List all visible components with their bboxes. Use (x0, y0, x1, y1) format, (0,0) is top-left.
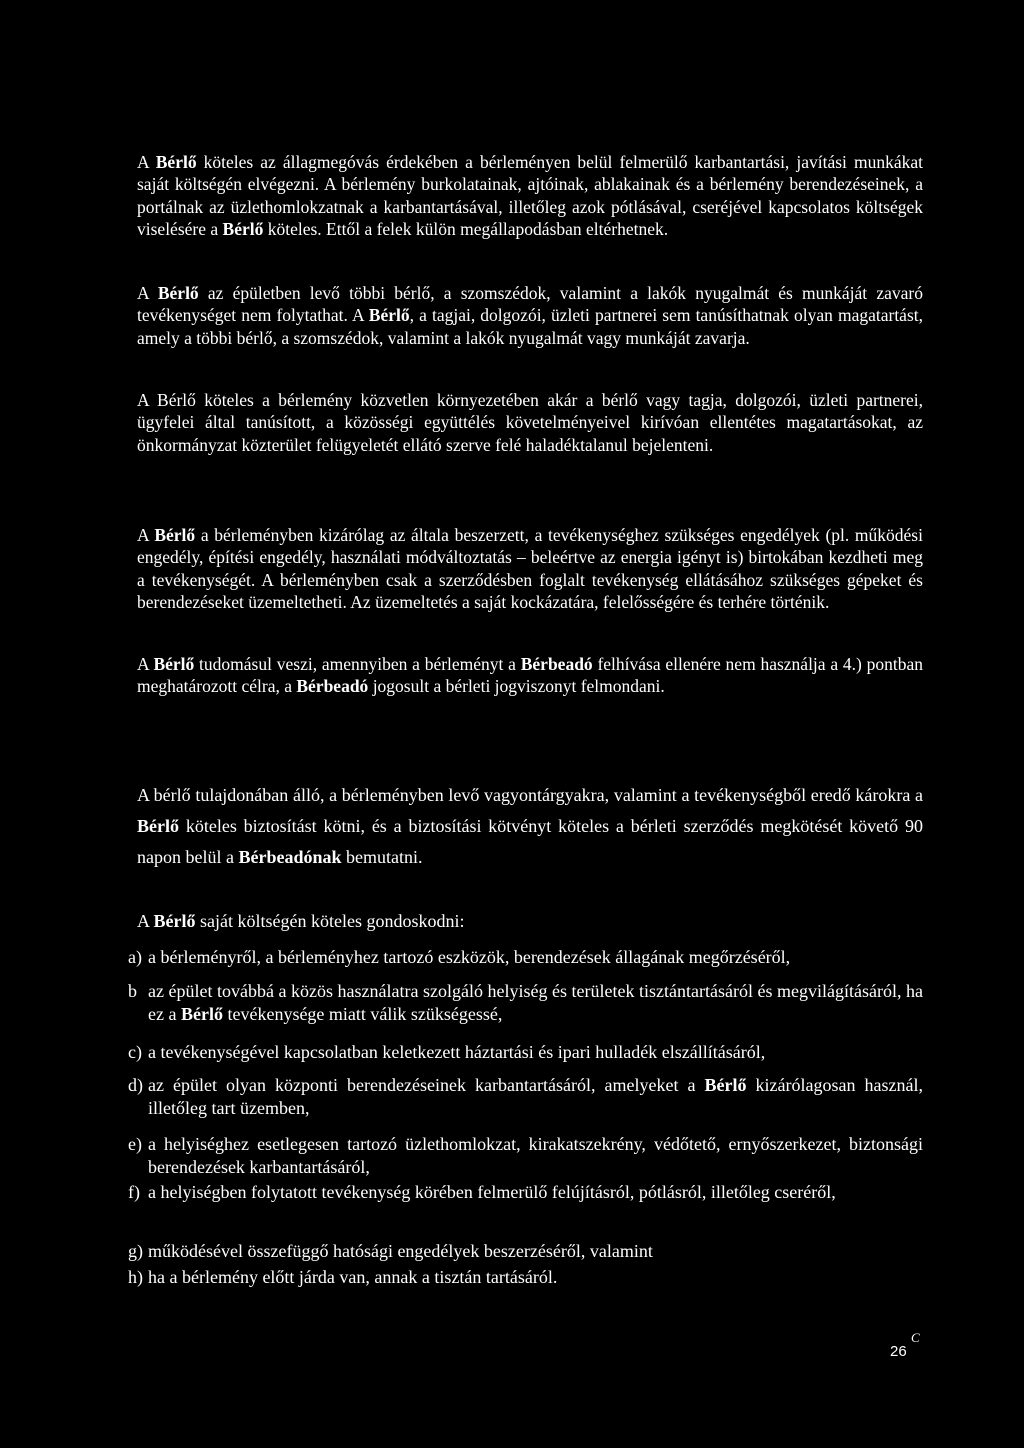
list-item: c) a tevékenységével kapcsolatban keletkezett háztartási és ipari hulladék elszállításáról, (128, 1042, 766, 1062)
list-item: b az épület továbbá a közös használatra szolgáló helyiség és területek tisztántartásáról és megvilágításáról, ha ez a Bérlő tevékenysége miatt válik szükségessé, (128, 981, 923, 1024)
list-item: a) a bérleményről, a bérleményhez tartozó eszközök, berendezések állagának megőrzéséről, (128, 947, 791, 967)
bold-berlo: Bérlő (153, 654, 195, 674)
list-marker: h) (128, 1267, 143, 1287)
bold-berlo: Bérlő (154, 525, 196, 545)
paragraph-reporting: A Bérlő köteles a bérlemény közvetlen környezetében akár a bérlő vagy tagja, dolgozói, üzleti partnerei, ügyfelei által tanúsított, a közösségi együttélés követelményeivel kirívóan ellentétes magatartásokat, az önkormányzat közterület felügyeletét ellátó szerve felé haladéktalanul bejelenteni. (137, 390, 923, 455)
bold-berlo: Bérlő (368, 305, 410, 326)
paragraph-termination: A Bérlő tudomásul veszi, amennyiben a bérleményt a Bérbeadó felhívása ellenére nem használja a 4.) pontban meghatározott célra, a Bérbeadó jogosult a bérleti jogviszonyt felmondani. (137, 654, 923, 697)
list-item: e) a helyiséghez esetlegesen tartozó üzlethomlokzat, kirakatszekrény, védőtető, ernyőszerkezet, biztonsági berendezések karbantartásáról, (128, 1134, 923, 1177)
bold-berlo: Bérlő (153, 911, 196, 931)
paragraph-obligations-intro: A Bérlő saját költségén köteles gondoskodni: (137, 911, 465, 931)
bold-berbeado: Bérbeadó (520, 654, 593, 674)
list-item: f) a helyiségben folytatott tevékenység körében felmerülő felújításról, pótlásról, illetőleg cseréről, (128, 1182, 836, 1202)
list-marker: d) (128, 1075, 143, 1095)
list-marker: a) (128, 947, 142, 967)
bold-berlo: Bérlő (222, 219, 264, 240)
bold-berbeadonak: Bérbeadónak (238, 847, 342, 867)
list-item: d) az épület olyan központi berendezéseinek karbantartásáról, amelyeket a Bérlő kizárólagosan használ, illetőleg tart üzemben, (128, 1075, 923, 1118)
list-marker: g) (128, 1241, 143, 1261)
bold-berlo: Bérlő (137, 816, 179, 836)
bold-berlo: Bérlő (180, 1004, 223, 1024)
paragraph-permits: A Bérlő a bérleményben kizárólag az általa beszerzett, a tevékenységhez szükséges engedélyek (pl. működési engedély, építési engedély, használati módváltoztatás – beleértve az energia igényt is) birtokában kezdheti meg a tevékenységét. A bérleményben csak a szerződésben foglalt tevékenység ellátásához szükséges gépeket és berendezéseket üzemeltetheti. Az üzemeltetés a saját kockázatára, felelősségére és terhére történik. (137, 525, 923, 613)
paragraph-maintenance: A Bérlő köteles az állagmegóvás érdekében a bérleményen belül felmerülő karbantartási, javítási munkákat saját költségén elvégezni. A bérlemény burkolatainak, ajtóinak, ablakainak és a bérlemény berendezéseinek, a portálnak az üzlethomlokzatnak a karbantartásával, illetőleg azok pótlásával, cseréjével kapcsolatos költségek viselésére a Bérlő köteles. Ettől a felek külön megállapodásban eltérhetnek. (137, 152, 923, 240)
list-marker: e) (128, 1134, 142, 1154)
list-item: h) ha a bérlemény előtt járda van, annak a tisztán tartásáról. (128, 1267, 558, 1287)
list-marker: c) (128, 1042, 142, 1062)
page-number: 26 (890, 1343, 907, 1360)
paragraph-insurance: A bérlő tulajdonában álló, a bérleményben levő vagyontárgyakra, valamint a tevékenységből eredő károkra a Bérlő köteles biztosítást kötni, és a biztosítási kötvényt köteles a bérleti szerződés megkötését követő 90 napon belül a Bérbeadónak bemutatni. (137, 785, 923, 867)
list-item: g) működésével összefüggő hatósági engedélyek beszerzéséről, valamint (128, 1241, 653, 1261)
bold-berlo: Bérlő (157, 283, 199, 303)
handwritten-mark: Ϲ (911, 1330, 920, 1345)
bold-berlo: Bérlő (704, 1075, 747, 1095)
list-marker: b (128, 981, 137, 1001)
bold-berlo: Bérlő (155, 152, 197, 172)
bold-berbeado: Bérbeadó (296, 676, 369, 697)
list-marker: f) (128, 1182, 140, 1202)
paragraph-neighbors: A Bérlő az épületben levő többi bérlő, a szomszédok, valamint a lakók nyugalmát és munkáját zavaró tevékenységet nem folytathat. A Bérlő, a tagjai, dolgozói, üzleti partnerei sem tanúsíthatnak olyan magatartást, amely a többi bérlő, a szomszédok, valamint a lakók nyugalmát vagy munkáját zavarja. (137, 283, 923, 348)
